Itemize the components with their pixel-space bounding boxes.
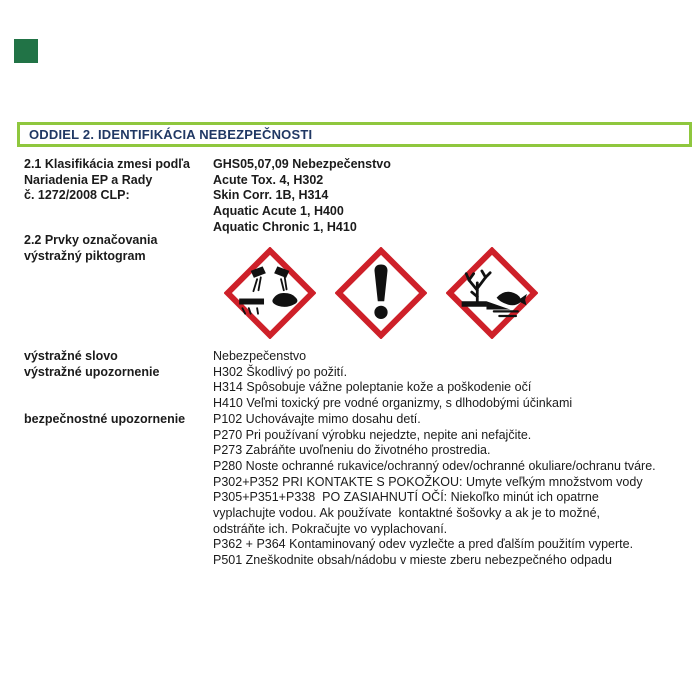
classification-value-line: GHS05,07,09 Nebezpečenstvo [213, 157, 391, 171]
ghs05-corrosion-icon [224, 247, 316, 339]
ghs-pictogram-row [224, 247, 538, 339]
precautionary-statement-line: P280 Noste ochranné rukavice/ochranný odev/ochranné okuliare/ochranu tváre. [213, 458, 656, 473]
precautionary-statement-line: odstráňte ich. Pokračujte vo vyplachovaní. [213, 521, 448, 536]
green-corner-mark [14, 39, 38, 63]
section-header [17, 122, 692, 147]
hazard-statement-line: H302 Škodlivý po požití. [213, 364, 348, 379]
precautionary-statement-line: P270 Pri používaní výrobku nejedzte, nepite ani nefajčite. [213, 427, 532, 442]
signal-word-value: Nebezpečenstvo [213, 349, 307, 363]
precautionary-statement-line: P102 Uchovávajte mimo dosahu detí. [213, 411, 421, 426]
classification-value-line: Aquatic Chronic 1, H410 [213, 219, 357, 234]
precautionary-statement-line: P273 Zabráňte uvoľneniu do životného prostredia. [213, 443, 491, 458]
precautionary-statements-label: bezpečnostné upozornenie [24, 411, 186, 426]
labelling-subheading: výstražný piktogram [24, 248, 146, 263]
signal-word-label: výstražné slovo [24, 349, 118, 363]
labelling-heading-block [24, 233, 157, 264]
hazard-statement-line: H410 Veľmi toxický pre vodné organizmy, s dlhodobými účinkami [213, 396, 573, 411]
ghs09-environment-icon [446, 247, 538, 339]
classification-labels [24, 157, 190, 204]
classification-value-line: Skin Corr. 1B, H314 [213, 188, 329, 203]
classification-label-line: 2.1 Klasifikácia zmesi podľa [24, 157, 191, 171]
hazard-statements-label: výstražné upozornenie [24, 364, 160, 379]
hazard-statement-line: H314 Spôsobuje vážne poleptanie kože a poškodenie očí [213, 380, 532, 395]
classification-label-line: Nariadenia EP a Rady [24, 172, 153, 187]
statements-block [0, 349, 700, 574]
precautionary-statement-line: P501 Zneškodnite obsah/nádobu v mieste zberu nebezpečného odpadu [213, 553, 612, 568]
precautionary-statement-line: P302+P352 PRI KONTAKTE S POKOŽKOU: Umyte veľkým množstvom vody [213, 474, 643, 489]
classification-value-line: Aquatic Acute 1, H400 [213, 204, 344, 219]
section-title: ODDIEL 2. IDENTIFIKÁCIA NEBEZPEČNOSTI [29, 127, 313, 142]
statement-lines [213, 349, 693, 569]
classification-label-line: č. 1272/2008 CLP: [24, 188, 130, 203]
ghs07-exclamation-icon [335, 247, 427, 339]
precautionary-statement-line: P305+P351+P338 PO ZASIAHNUTÍ OČÍ: Niekoľko minút ich opatrne [213, 490, 599, 505]
precautionary-statement-line: P362 + P364 Kontaminovaný odev vyzlečte a pred ďalším použitím vyperte. [213, 537, 634, 552]
precautionary-statement-line: vyplachujte vodou. Ak používate kontaktné šošovky a ak je to možné, [213, 506, 601, 521]
classification-values [213, 157, 391, 236]
labelling-heading: 2.2 Prvky označovania [24, 233, 158, 247]
classification-value-line: Acute Tox. 4, H302 [213, 172, 324, 187]
